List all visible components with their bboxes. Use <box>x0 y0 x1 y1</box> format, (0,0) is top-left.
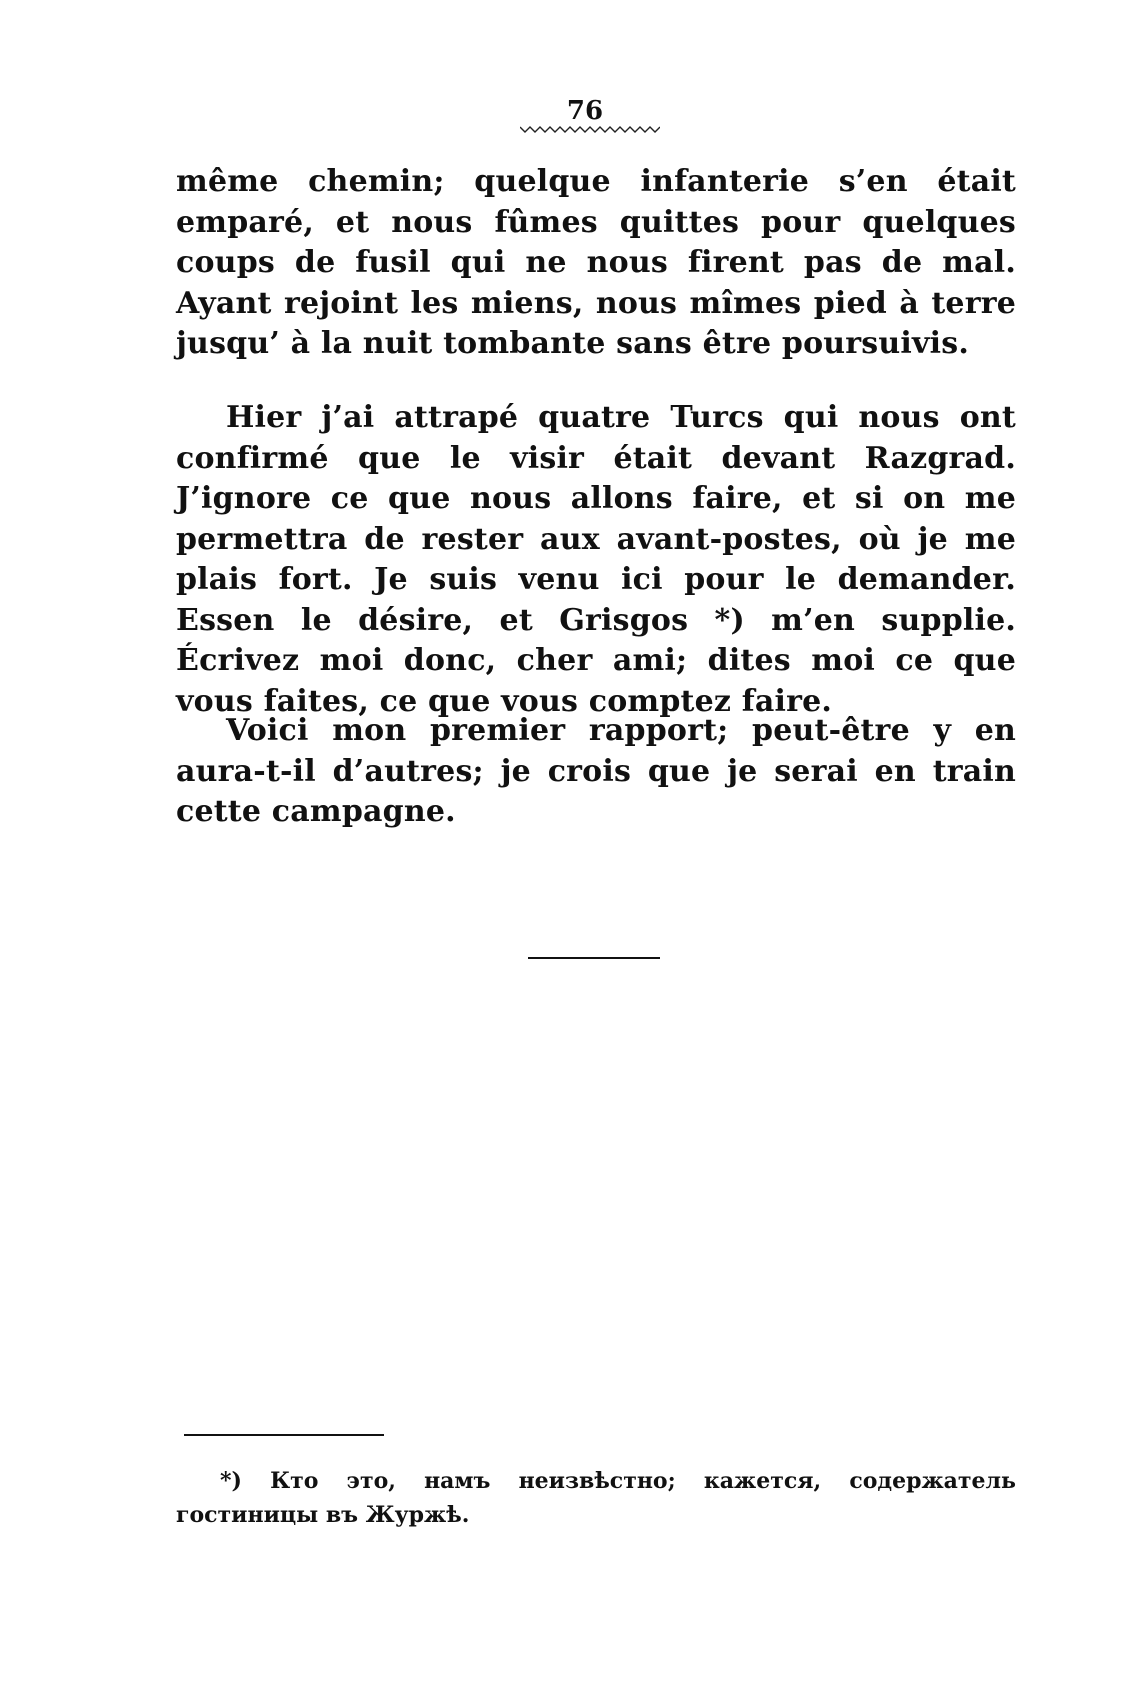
paragraph-3: Voici mon premier rapport; peut-être y en aura-t-il d’autres; je crois que je serai en train cette campagne. <box>176 713 1016 829</box>
paragraph-1: même chemin; quelque infanterie s’en était emparé, et nous fûmes quittes pour quelques coups de fusil qui ne nous firent pas de mal. Ayant rejoint les miens, nous mîmes pied à terre jusqu’ à la nuit tombante sans être poursuivis. <box>176 164 1016 361</box>
page-number: 76 <box>566 96 604 126</box>
footnote: *) Кто это, намъ неизвѣстно; кажется, содержатель гостиницы въ Журжѣ. <box>176 1468 1016 1528</box>
footnote-rule <box>184 1434 384 1436</box>
page-number-ornament <box>520 124 660 134</box>
paragraph-2: Hier j’ai attrapé quatre Turcs qui nous ont confirmé que le visir était devant Razgrad. J’ignore ce que nous allons faire, et si on me permettra de rester aux avant-postes, où je me plais fort. Je suis venu ici pour le demander. Essen le désire, et Grisgos *) m’en supplie. Écrivez moi donc, cher ami; dites moi ce que vous faites, ce que vous comptez faire. <box>176 400 1016 719</box>
section-divider <box>528 957 660 959</box>
